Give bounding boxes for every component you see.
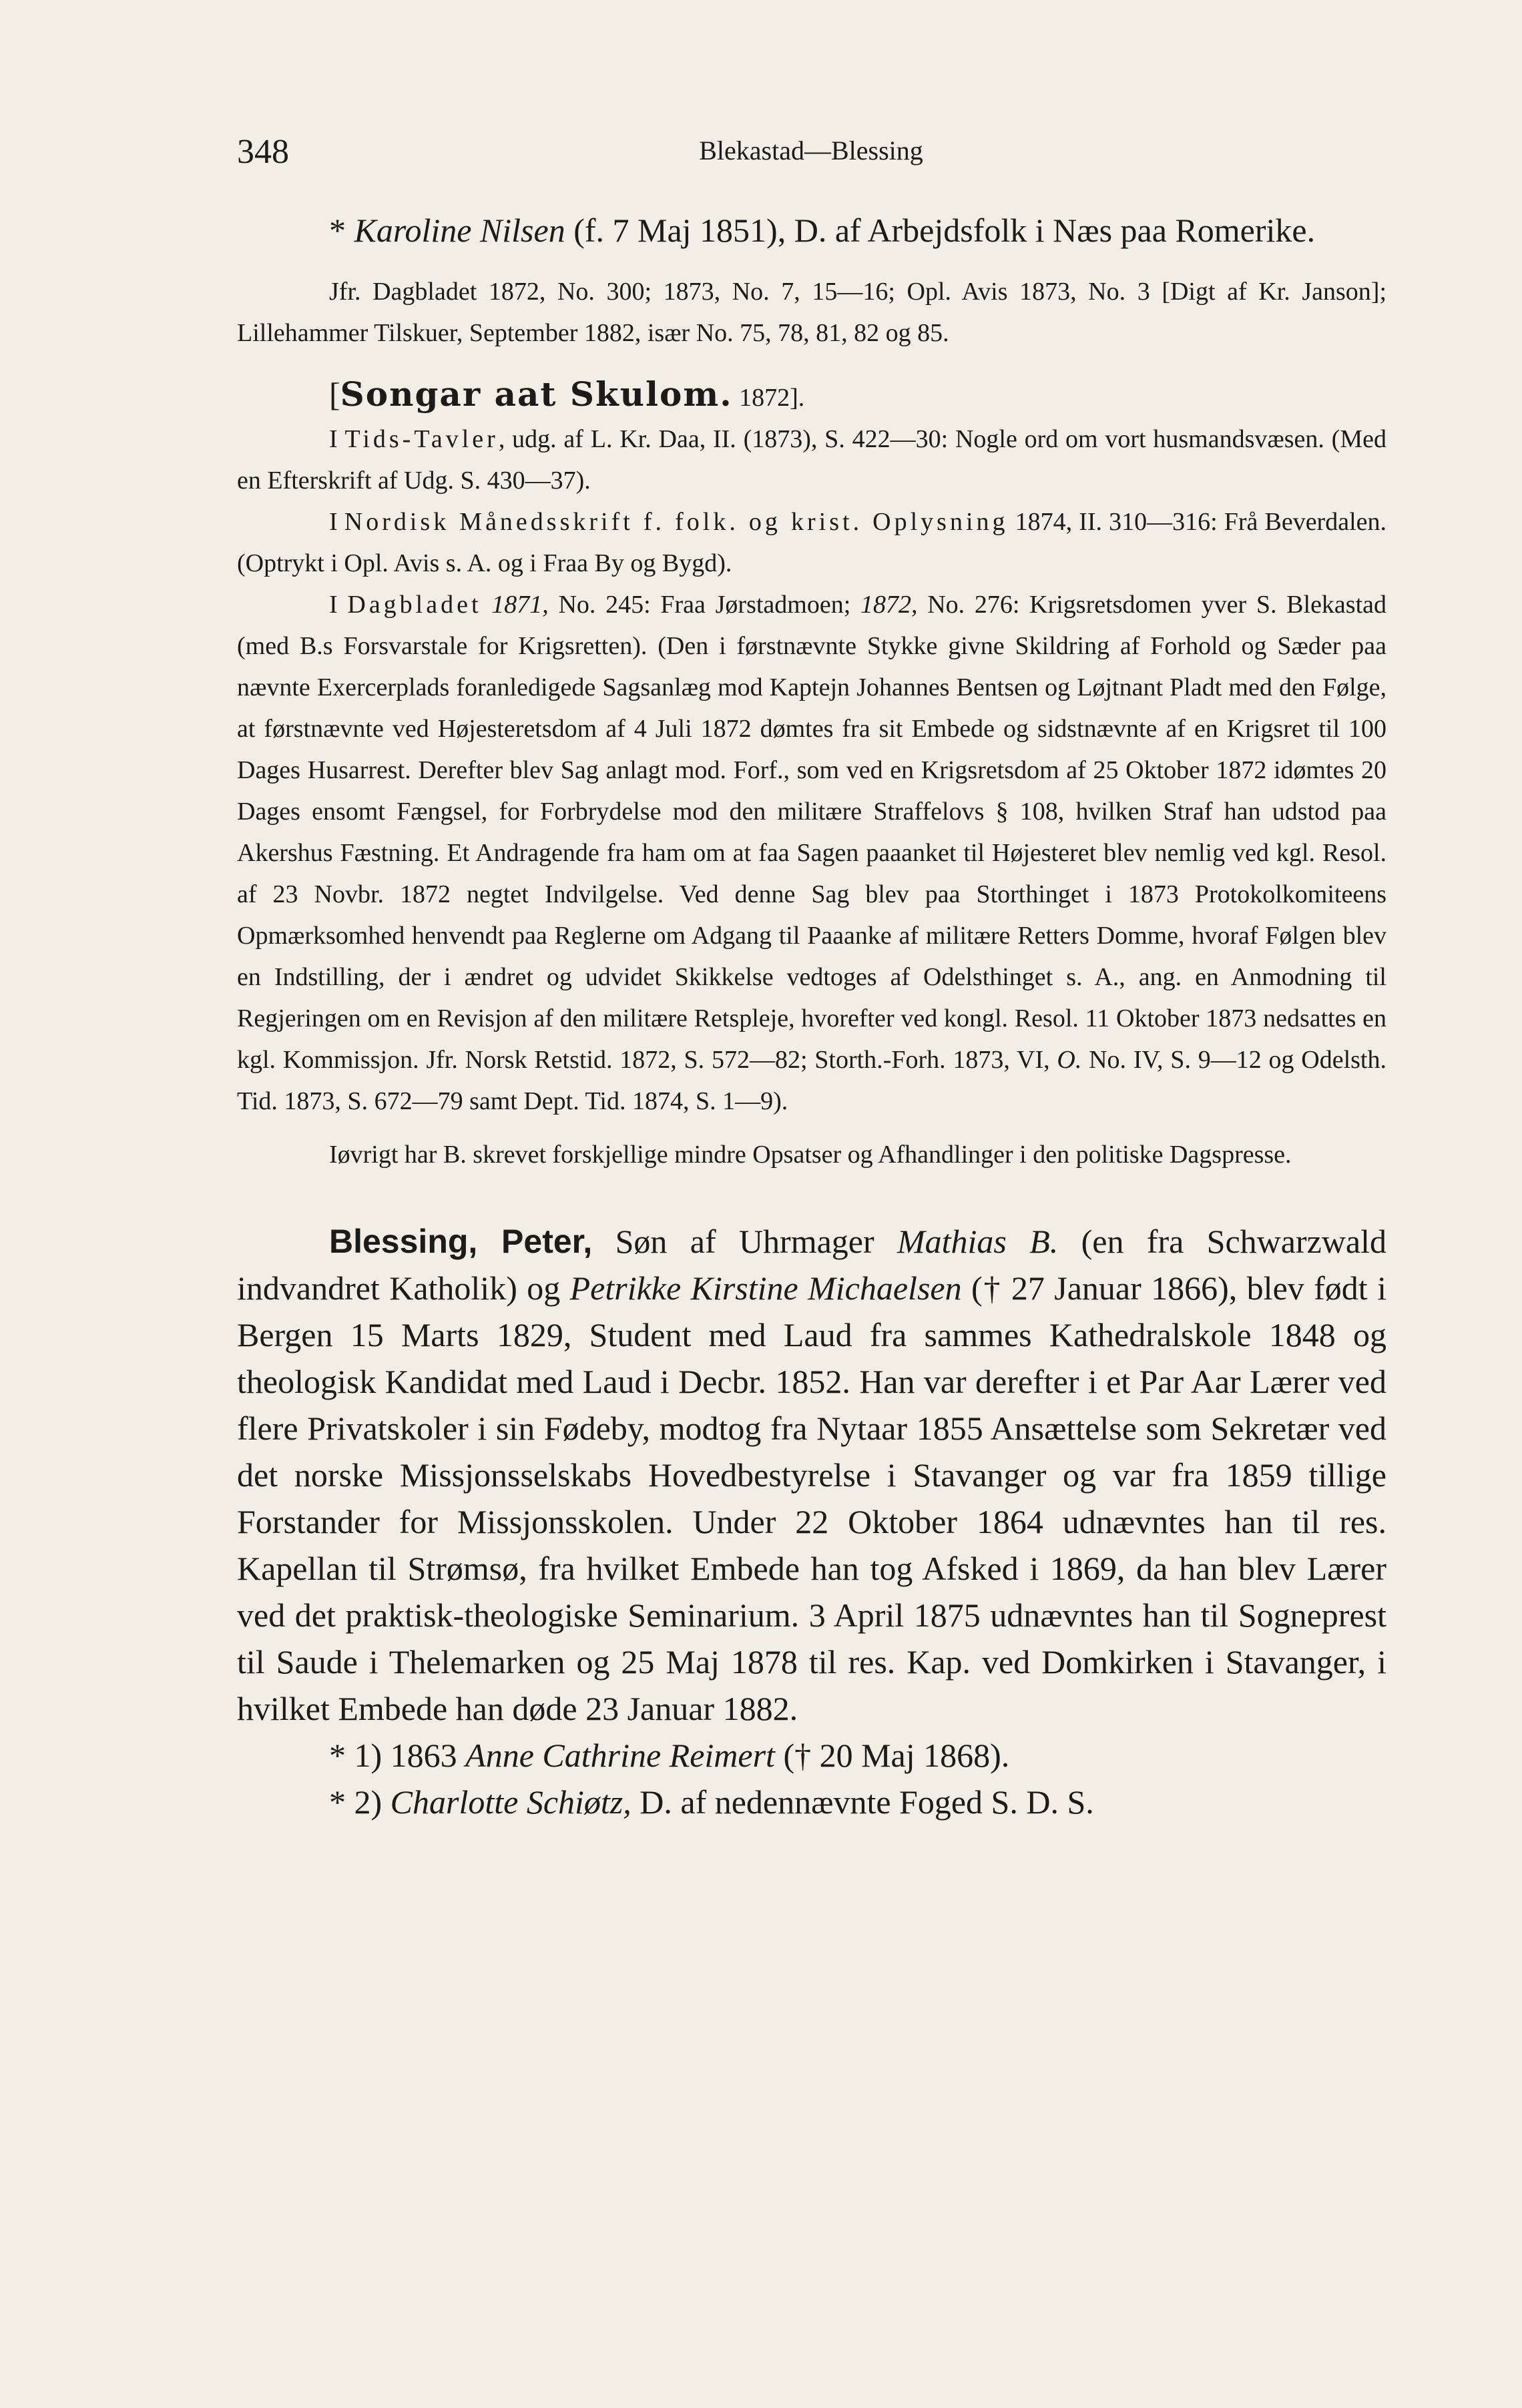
entry-text: No. 245: Fraa Jørstadmoen; [548, 591, 860, 619]
wife-entry [237, 207, 1386, 254]
page-header [237, 132, 1385, 179]
songar-year: 1872]. [732, 384, 805, 412]
entry-text: , udg. af L. Kr. Daa, II. (1873), S. 422—30: Nogle ord om vort husmandsvæsen. (Med en Efterskrift af Udg. S. 430—37). [237, 425, 1386, 495]
journal-title: Dagbladet [347, 591, 482, 619]
page-body [237, 207, 1386, 1825]
marriage-prefix: * 2) [329, 1783, 391, 1821]
nordisk-entry [237, 501, 1386, 584]
wife-details: (f. 7 Maj 1851), D. af Arbejdsfolk i Næs paa Romerike. [565, 212, 1316, 249]
entry-prefix: I [329, 591, 348, 619]
year-italic: 1872, [860, 591, 918, 619]
page-number: 348 [237, 133, 289, 171]
biography-text: (en fra Schwarzwald indvandret Katholik) og [237, 1223, 1387, 1307]
biography-name: Blessing, Peter, [329, 1223, 593, 1260]
mother-name: Petrikke Kirstine Michaelsen [569, 1269, 962, 1307]
entry-prefix: I [329, 425, 345, 453]
marriage-1 [237, 1732, 1386, 1779]
marriage-2 [237, 1779, 1386, 1825]
entry-text: 1874, II. 310—316: Frå Beverdalen. (Optrykt i Opl. Avis s. A. og i Fraa By og Bygd). [237, 508, 1387, 577]
tids-tavler-entry [237, 418, 1386, 501]
spouse-name: Charlotte Schiøtz, [390, 1783, 631, 1821]
entry-prefix: I [329, 508, 344, 536]
songar-title: Songar aat Skulom. [340, 374, 733, 414]
star-mark: * [329, 212, 346, 249]
songar-entry [237, 371, 1386, 418]
running-head: Blekastad—Blessing [699, 135, 923, 166]
wife-name: Karoline Nilsen [354, 212, 565, 249]
o-italic: O. [1057, 1046, 1082, 1074]
father-name: Mathias B. [897, 1223, 1059, 1260]
marriage-prefix: * 1) 1863 [329, 1737, 466, 1774]
bracket: [ [329, 376, 340, 413]
biography-text: Søn af Uhrmager [592, 1223, 897, 1260]
journal-title: Tids-Tavler [344, 425, 499, 453]
entry-text: No. IV, S. 9—12 og Odelsth. Tid. 1873, S. 672—79 samt Dept. Tid. 1874, S. 1—9). [237, 1046, 1386, 1115]
journal-title: Nordisk Månedsskrift f. folk. og krist. Oplysning [344, 508, 1009, 536]
ovrigt-paragraph: Iøvrigt har B. skrevet forskjellige mindre Opsatser og Afhandlinger i den politiske Dagspresse. [329, 1141, 1292, 1169]
biography-text: († 27 Januar 1866), blev født i Bergen 15 Marts 1829, Student med Laud fra sammes Kathedralskole 1848 og theologisk Kandidat med Laud i Decbr. 1852. Han var derefter i et Par Aar Lærer ved flere Privatskoler i sin Fødeby, modtog fra Nytaar 1855 Ansættelse som Sekretær ved det norske Missjonsselskabs Hovedbestyrelse i Stavanger og var fra 1859 tillige Forstander for Missjonsskolen. Under 22 Oktober 1864 udnævntes han til res. Kapellan til Strømsø, fra hvilket Embede han tog Afsked i 1869, da han blev Lærer ved det praktisk-theologiske Seminarium. 3 April 1875 udnævntes han til Sogneprest til Saude i Thelemarken og 25 Maj 1878 til res. Kap. ved Domkirken i Stavanger, i hvilket Embede han døde 23 Januar 1882. [237, 1269, 1386, 1727]
entry-text: No. 276: Krigsretsdomen yver S. Blekastad (med B.s Forsvarstale for Krigsretten). (Den i førstnævnte Stykke givne Skildring af Forhold og Sæder paa nævnte Exercerplads foranledigede Sagsanlæg mod Kaptejn Johannes Bentsen og Løjtnant Pladt med den Følge, at førstnævnte ved Højesteretsdom af 4 Juli 1872 dømtes fra sit Embede og sidstnævnte af en Krigsret til 100 Dages Husarrest. Derefter blev Sag anlagt mod. Forf., som ved en Krigsretsdom af 25 Oktober 1872 idømtes 20 Dages ensomt Fængsel, for Forbrydelse mod den militære Straffelovs § 108, hvilken Straf han udstod paa Akershus Fæstning. Et Andragende fra ham om at faa Sagen paaanket til Højesteret blev nemlig ved kgl. Resol. af 23 Novbr. 1872 negtet Indvilgelse. Ved denne Sag blev paa Storthinget i 1873 Protokolkomiteens Opmærksomhed henvendt paa Reglerne om Adgang til Paaanke af militære Retters Domme, hvoraf Følgen blev en Indstilling, der i ændret og udvidet Skikkelse vedtoges af Odelsthinget s. A., ang. en Anmodning til Regjeringen om en Revisjon af den militære Retspleje, hvorefter ved kongl. Resol. 11 Oktober 1873 nedsattes en kgl. Kommissjon. Jfr. Norsk Retstid. 1872, S. 572—82; Storth.-Forh. 1873, VI, [237, 591, 1387, 1074]
spouse-name: Anne Cathrine Reimert [465, 1737, 775, 1774]
marriage-details: D. af nedennævnte Foged S. D. S. [631, 1783, 1094, 1821]
blessing-biography [237, 1218, 1386, 1732]
year-italic: 1871, [481, 591, 549, 619]
marriage-details: († 20 Maj 1868). [774, 1737, 1010, 1774]
references-paragraph: Jfr. Dagbladet 1872, No. 300; 1873, No. 7, 15—16; Opl. Avis 1873, No. 3 [Digt af Kr. Janson]; Lillehammer Tilskuer, September 1882, især No. 75, 78, 81, 82 og 85. [237, 278, 1386, 347]
dagbladet-entry [237, 584, 1386, 1122]
